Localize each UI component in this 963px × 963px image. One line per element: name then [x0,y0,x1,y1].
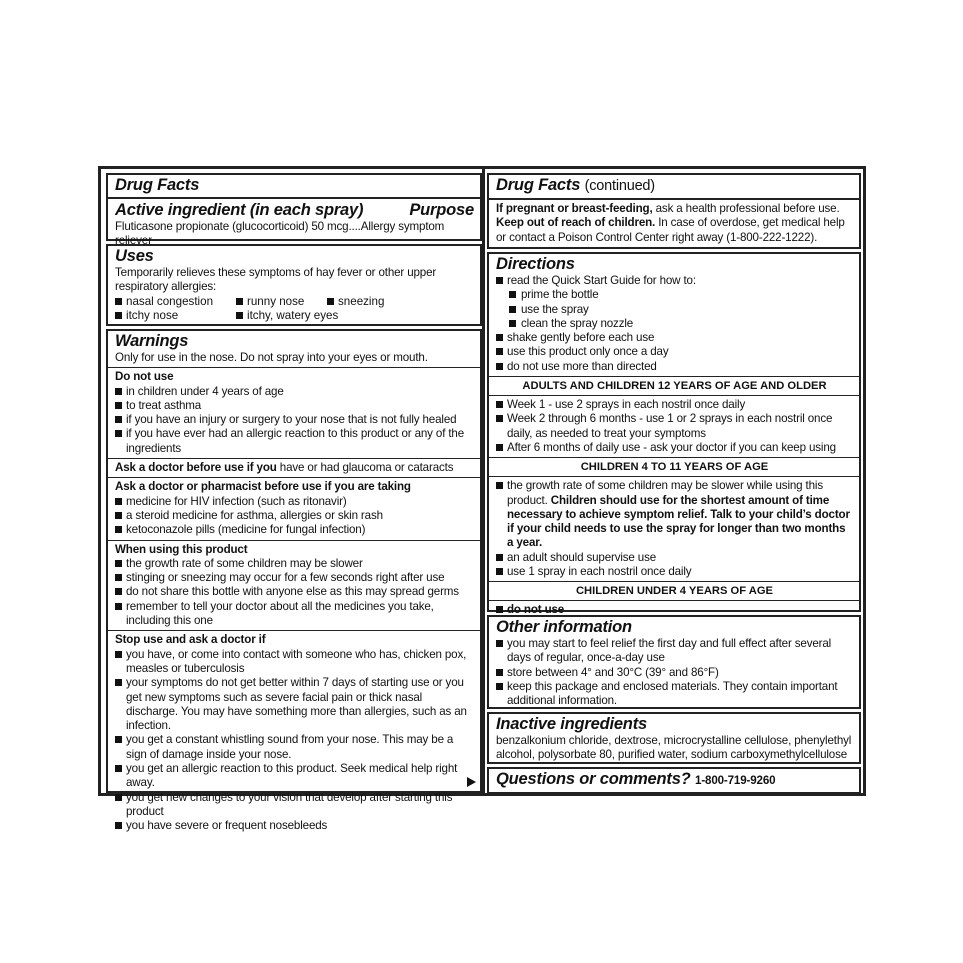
bullet-square-icon [115,603,122,610]
list-item: Week 1 - use 2 sprays in each nostril once daily [496,398,853,412]
warnings-heading: Warnings [115,332,189,350]
drug-facts-panel [98,166,866,833]
bullet-square-icon [115,794,122,801]
bullet-square-icon [115,498,122,505]
bullet-square-icon [115,822,122,829]
bullet-square-icon [496,669,503,676]
bullet-square-icon [115,512,122,519]
bullet-square-icon [509,291,516,298]
bullet-square-icon [115,416,122,423]
uses-text: Temporarily relieves these symptoms of hay fever or other upper respiratory allergies: [115,266,437,294]
uses-item: itchy nose [115,309,236,323]
list-item: use this product only once a day [496,345,853,359]
list-item: the growth rate of some children may be slower [115,557,474,571]
inactive-ingredients-section [487,712,861,764]
divider [489,581,859,582]
list-item: you may start to feel relief the first day and full effect after several days of regular, once-a-day use [496,637,853,666]
purpose-heading: Purpose [409,201,474,219]
inactive-ingredients-text: benzalkonium chloride, dextrose, microcrystalline cellulose, phenylethyl alcohol, polysorbate 80, purified water, sodium carboxymethylcellulose [496,734,852,762]
list-item: an adult should supervise use [496,551,853,565]
adults-heading: ADULTS AND CHILDREN 12 YEARS OF AGE AND OLDER [522,380,827,393]
list-item: you have severe or frequent nosebleeds [115,819,474,833]
bullet-square-icon [509,320,516,327]
do-not-use-heading: Do not use [115,370,174,384]
list-item: use 1 spray in each nostril once daily [496,565,853,579]
list-item: if you have an injury or surgery to your nose that is not fully healed [115,413,474,427]
list-item: medicine for HIV infection (such as ritonavir) [115,495,474,509]
drug-facts-title: Drug Facts [115,176,200,194]
other-information-heading: Other information [496,618,632,636]
bullet-square-icon [115,679,122,686]
uses-item: sneezing [327,295,384,309]
inactive-ingredients-heading: Inactive ingredients [496,715,647,733]
list-item: to treat asthma [115,399,474,413]
bullet-square-icon [236,312,243,319]
questions-phone: 1-800-719-9260 [695,774,776,787]
bullet-square-icon [496,683,503,690]
bullet-square-icon [115,651,122,658]
divider [489,476,859,477]
bullet-square-icon [115,402,122,409]
list-item: you get an allergic reaction to this product. Seek medical help right away. [115,762,474,791]
list-item: the growth rate of some children may be slower while using this product. Children should use for the shortest amount of time necessary to achieve symptom relief. Talk to your child’s doctor if your child needs to use the spray for longer than two months a year. [496,479,853,550]
bullet-square-icon [115,298,122,305]
list-item: do not use more than directed [496,360,853,374]
divider [108,367,480,368]
bullet-square-icon [496,401,503,408]
pregnant-text: If pregnant or breast-feeding, ask a health professional before use. [496,202,840,215]
bullet-square-icon [115,765,122,772]
sub-list-item: use the spray [496,303,853,317]
when-using-heading: When using this product [115,542,248,556]
list-item: ketoconazole pills (medicine for fungal infection) [115,523,474,537]
list-item: do not share this bottle with anyone else as this may spread germs [115,585,474,599]
list-item: shake gently before each use [496,331,853,345]
other-information-section [487,615,861,709]
bullet-square-icon [115,312,122,319]
divider [108,540,480,541]
stop-use-heading: Stop use and ask a doctor if [115,633,266,647]
bullet-square-icon [236,298,243,305]
active-ingredient-heading: Active ingredient (in each spray) [115,201,364,219]
bullet-square-icon [115,430,122,437]
list-item: stinging or sneezing may occur for a few seconds right after use [115,571,474,585]
bullet-square-icon [496,348,503,355]
divider [108,197,480,199]
list-item: your symptoms do not get better within 7 days of starting use or you get new symptoms such as severe facial pain or thick nasal discharge. You may have something more than allergies, such as an infection. [115,676,474,733]
list-item: you have, or come into contact with someone who has, chicken pox, measles or tuberculosis [115,648,474,677]
active-header-row [115,201,474,220]
bullet-square-icon [496,444,503,451]
bullet-square-icon [115,588,122,595]
list-item: a steroid medicine for asthma, allergies or skin rash [115,509,474,523]
bullet-square-icon [115,574,122,581]
uses-row-2 [115,309,474,323]
bullet-square-icon [496,554,503,561]
bullet-square-icon [496,277,503,284]
bullet-square-icon [496,568,503,575]
directions-heading: Directions [496,255,575,273]
bullet-square-icon [496,415,503,422]
divider [108,630,480,631]
uses-heading: Uses [115,247,154,265]
divider [489,376,859,377]
list-item: keep this package and enclosed materials. They contain important additional information. [496,680,853,709]
list-item: do not use [496,603,853,617]
drug-facts-continued-title: Drug Facts (continued) [496,176,655,194]
bullet-square-icon [496,363,503,370]
list-item: remember to tell your doctor about all the medicines you take, including this one [115,600,474,629]
list-item: store between 4° and 30°C (39° and 86°F) [496,666,853,680]
divider [489,600,859,601]
list-item: you get new changes to your vision that develop after starting this product [115,791,474,820]
divider [108,477,480,478]
list-item: if you have ever had an allergic reaction to this product or any of the ingredients [115,427,474,456]
bullet-square-icon [115,560,122,567]
under4-heading: CHILDREN UNDER 4 YEARS OF AGE [575,585,774,598]
list-item: in children under 4 years of age [115,385,474,399]
continue-arrow-icon [467,777,476,787]
list-item: you get a constant whistling sound from your nose. This may be a sign of damage inside your nose. [115,733,474,762]
list-item: read the Quick Start Guide for how to: [496,274,853,288]
column-separator [482,169,485,793]
bullet-square-icon [496,640,503,647]
left-column [106,173,482,833]
uses-item: nasal congestion [115,295,236,309]
bullet-square-icon [327,298,334,305]
active-ingredient-text: Fluticasone propionate (glucocorticoid) 50 mcg....Allergy symptom reliever [115,220,445,248]
warnings-section [106,329,482,833]
bullet-square-icon [115,736,122,743]
bullet-square-icon [496,334,503,341]
divider [489,395,859,396]
bullet-square-icon [509,306,516,313]
keep-out-text: Keep out of reach of children. In case of overdose, get medical help or contact a Poison Control Center right away (1-800-222-1222). [496,216,845,244]
warnings-text: Only for use in the nose. Do not spray into your eyes or mouth. [115,351,428,364]
list-item: Week 2 through 6 months - use 1 or 2 sprays in each nostril once daily, as needed to treat your symptoms [496,412,853,441]
uses-row-1 [115,295,474,309]
uses-item: runny nose [236,295,327,309]
questions-section [487,767,861,794]
right-column [487,173,861,789]
sub-list-item: prime the bottle [496,288,853,302]
active-ingredient-section [106,173,482,248]
questions-line [496,770,853,789]
ask-pharmacist-heading: Ask a doctor or pharmacist before use if you are taking [115,480,411,494]
bullet-square-icon [496,606,503,613]
bullet-square-icon [115,388,122,395]
divider [108,458,480,459]
divider [489,457,859,458]
bullet-square-icon [496,482,503,489]
uses-section [106,244,482,326]
list-item: After 6 months of daily use - ask your doctor if you can keep using [496,441,853,455]
continued-section [487,173,861,249]
children-heading: CHILDREN 4 TO 11 YEARS OF AGE [580,461,769,474]
uses-item: itchy, watery eyes [236,309,338,323]
sub-list-item: clean the spray nozzle [496,317,853,331]
directions-section [487,252,861,617]
questions-heading: Questions or comments? [496,770,691,788]
ask-doctor-line: Ask a doctor before use if you have or had glaucoma or cataracts [115,461,454,475]
bullet-square-icon [115,526,122,533]
divider [489,198,859,200]
